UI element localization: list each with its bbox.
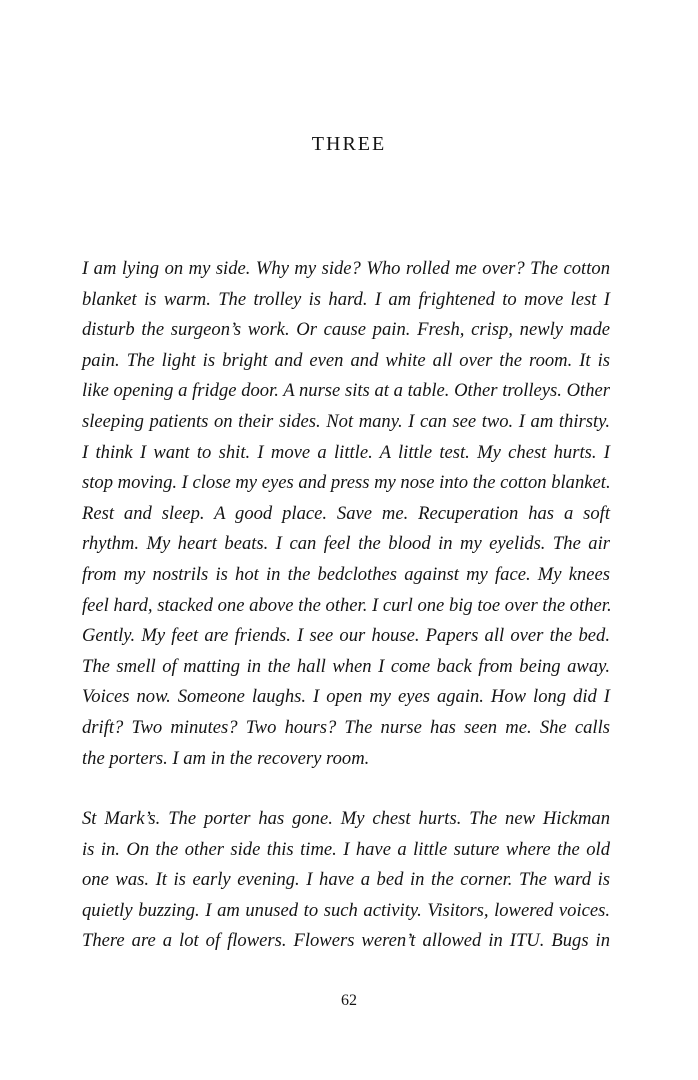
text-line: the porters. I am in the recovery room. [82,747,370,769]
text-line: I think I want to shit. I move a little. A little test. My chest hurts. I [82,441,610,463]
text-line: Gently. My feet are friends. I see our house. Papers all over the bed. [82,625,610,647]
text-line: rhythm. My heart beats. I can feel the blood in my eyelids. The air [82,533,610,555]
text-line: feel hard, stacked one above the other. I curl one big toe over the other. [82,594,612,616]
text-line: Rest and sleep. A good place. Save me. Recuperation has a soft [82,502,610,524]
text-line: disturb the surgeon’s work. Or cause pain. Fresh, crisp, newly made [82,319,610,341]
text-line: is in. On the other side this time. I have a little suture where the old [82,838,610,860]
text-line: blanket is warm. The trolley is hard. I am frightened to move lest I [82,288,610,310]
text-line: St Mark’s. The porter has gone. My chest hurts. The new Hickman [82,808,610,829]
paragraph-2 [82,804,610,957]
text-line: Voices now. Someone laughs. I open my eyes again. How long did I [82,686,610,708]
text-line: stop moving. I close my eyes and press my nose into the cotton blanket. [82,472,611,494]
page-number: 62 [341,992,357,1009]
chapter-title: THREE [311,133,387,155]
text-line: pain. The light is bright and even and white all over the room. It is [82,349,610,371]
text-line: sleeping patients on their sides. Not many. I can see two. I am thirsty. [82,410,610,432]
text-line: quietly buzzing. I am unused to such activity. Visitors, lowered voices. [82,899,610,921]
text-line: The smell of matting in the hall when I come back from being away. [82,655,610,677]
text-line: drift? Two minutes? Two hours? The nurse has seen me. She calls [82,716,610,738]
text-line: I am lying on my side. Why my side? Who rolled me over? The cotton [82,258,610,279]
paragraph-1 [82,254,610,774]
text-line: one was. It is early evening. I have a bed in the corner. The ward is [82,869,610,891]
text-line: like opening a fridge door. A nurse sits at a table. Other trolleys. Other [82,380,610,402]
text-line: from my nostrils is hot in the bedclothes against my face. My knees [82,563,610,585]
text-line: There are a lot of flowers. Flowers weren’t allowed in ITU. Bugs in [82,930,610,952]
